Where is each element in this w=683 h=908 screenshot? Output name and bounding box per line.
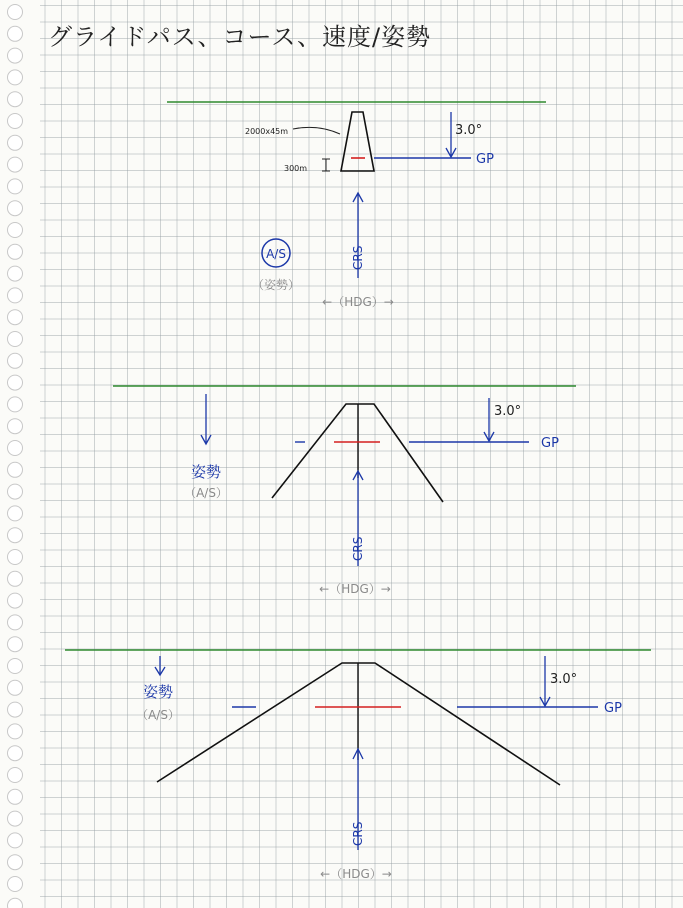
- crs-label: CRS: [351, 821, 365, 846]
- heading-label: ←（HDG）→: [319, 582, 391, 596]
- runway-dims-leader: [293, 127, 340, 134]
- gp-label: GP: [604, 701, 622, 716]
- crs-label: CRS: [351, 536, 365, 561]
- binder-hole: [8, 593, 23, 608]
- binder-hole: [8, 441, 23, 456]
- gp-label: GP: [541, 436, 559, 451]
- diagram-3: [65, 650, 651, 881]
- binder-hole: [8, 332, 23, 347]
- binder-holes: [8, 5, 23, 908]
- binder-hole: [8, 724, 23, 739]
- binder-hole: [8, 898, 23, 908]
- binder-hole: [8, 833, 23, 848]
- binder-hole: [8, 114, 23, 129]
- binder-hole: [8, 353, 23, 368]
- binder-hole: [8, 223, 23, 238]
- binder-hole: [8, 266, 23, 281]
- binder-hole: [8, 70, 23, 85]
- runway-outline: [341, 112, 374, 171]
- glidepath-angle: 3.0°: [494, 404, 522, 419]
- binder-hole: [8, 5, 23, 20]
- airspeed-note: （A/S）: [136, 708, 180, 722]
- heading-label: ←（HDG）→: [320, 867, 392, 881]
- binder-hole: [8, 157, 23, 172]
- attitude-label: 姿勢: [190, 463, 222, 481]
- page-title: グライドパス、コース、速度/姿勢: [48, 23, 432, 51]
- runway-dims-label: 2000x45m: [245, 127, 289, 136]
- binder-hole: [8, 506, 23, 521]
- binder-hole: [8, 855, 23, 870]
- binder-hole: [8, 637, 23, 652]
- diagram-1: [167, 102, 546, 309]
- binder-hole: [8, 550, 23, 565]
- diagram-2: [113, 386, 576, 596]
- crs-label: CRS: [351, 245, 365, 270]
- binder-hole: [8, 397, 23, 412]
- binder-hole: [8, 702, 23, 717]
- binder-hole: [8, 201, 23, 216]
- binder-hole: [8, 310, 23, 325]
- binder-hole: [8, 746, 23, 761]
- distance-label: 300m: [284, 164, 308, 173]
- binder-hole: [8, 419, 23, 434]
- binder-hole: [8, 484, 23, 499]
- heading-label: ←（HDG）→: [322, 295, 394, 309]
- glidepath-angle: 3.0°: [550, 672, 578, 687]
- binder-hole: [8, 789, 23, 804]
- binder-hole: [8, 92, 23, 107]
- binder-hole: [8, 288, 23, 303]
- binder-hole: [8, 659, 23, 674]
- binder-hole: [8, 244, 23, 259]
- binder-hole: [8, 375, 23, 390]
- glidepath-angle: 3.0°: [455, 123, 483, 138]
- binder-hole: [8, 26, 23, 41]
- binder-hole: [8, 179, 23, 194]
- binder-hole: [8, 48, 23, 63]
- attitude-note: （姿勢）: [251, 278, 301, 292]
- binder-hole: [8, 571, 23, 586]
- binder-hole: [8, 811, 23, 826]
- binder-hole: [8, 768, 23, 783]
- attitude-label: 姿勢: [142, 683, 174, 701]
- binder-hole: [8, 528, 23, 543]
- airspeed-label: A/S: [266, 247, 286, 261]
- binder-hole: [8, 615, 23, 630]
- airspeed-note: （A/S）: [184, 486, 228, 500]
- binder-hole: [8, 135, 23, 150]
- binder-hole: [8, 462, 23, 477]
- gp-label: GP: [476, 152, 494, 167]
- binder-hole: [8, 877, 23, 892]
- binder-hole: [8, 680, 23, 695]
